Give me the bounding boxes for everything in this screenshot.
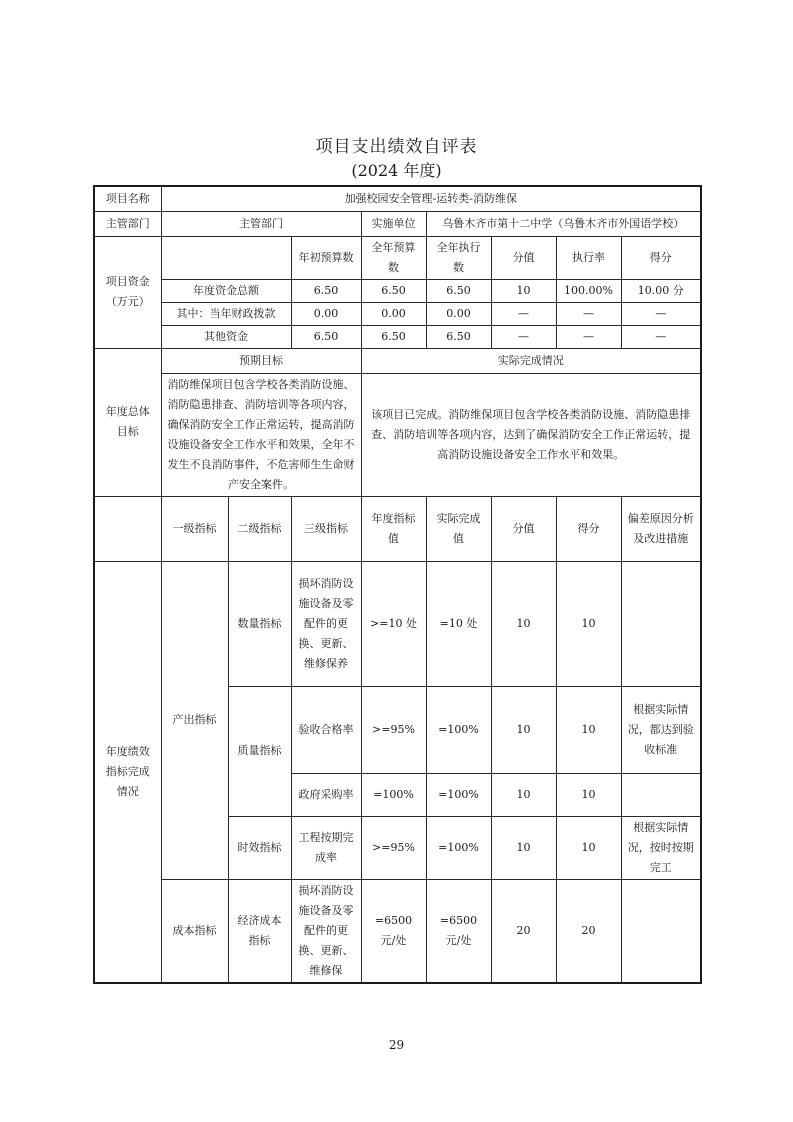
indicator-header: 得分 [556, 496, 621, 561]
funding-section-label: 项目资金（万元） [94, 236, 161, 348]
table-row [94, 302, 701, 325]
indicator-header: 一级指标 [161, 496, 228, 561]
score-value: 10 [556, 816, 621, 879]
actual-value: =100% [426, 686, 491, 773]
table-row [94, 496, 701, 561]
funding-cell: — [491, 302, 556, 325]
indicators-section-label: 年度绩效指标完成情况 [94, 561, 161, 983]
empty-cell [161, 236, 291, 279]
funding-cell: 10 [491, 279, 556, 302]
points-value: 10 [491, 686, 556, 773]
actual-completion-text: 该项目已完成。消防维保项目包含学校各类消防设施、消防隐患排查、消防培训等各项内容，达到了确保消防安全工作正常运转，提高消防设施设备安全工作水平和效果。 [361, 373, 701, 496]
funding-cell: — [621, 302, 701, 325]
funding-cell: 0.00 [426, 302, 491, 325]
level1-indicator: 产出指标 [161, 561, 228, 879]
funding-row-name: 年度资金总额 [161, 279, 291, 302]
funding-cell: 6.50 [361, 325, 426, 348]
document-subtitle: (2024 年度) [351, 161, 442, 180]
funding-cell: 6.50 [426, 325, 491, 348]
funding-cell: — [556, 325, 621, 348]
indicator-header: 偏差原因分析及改进措施 [621, 496, 701, 561]
level2-indicator: 时效指标 [228, 816, 291, 879]
level3-indicator: 损坏消防设施设备及零配件的更换、更新、维修保养 [291, 561, 361, 686]
funding-cell: 100.00% [556, 279, 621, 302]
level2-indicator: 经济成本指标 [228, 879, 291, 983]
project-name-value: 加强校园安全管理-运转类-消防维保 [161, 186, 701, 211]
expected-goal-text: 消防维保项目包含学校各类消防设施、消防隐患排查、消防培训等各项内容，确保消防安全工作正常运转，提高消防设施设备安全工作水平和效果，全年不发生不良消防事件，不危害师生生命财产安全案件。 [161, 373, 361, 496]
implementing-unit-label: 实施单位 [361, 211, 426, 236]
indicator-header: 三级指标 [291, 496, 361, 561]
table-row [94, 236, 701, 279]
level3-indicator: 工程按期完成率 [291, 816, 361, 879]
page-number: 29 [388, 1038, 405, 1052]
score-value: 10 [556, 561, 621, 686]
table-row [94, 561, 701, 686]
title-block [0, 135, 793, 182]
funding-header: 得分 [621, 236, 701, 279]
expected-goal-header: 预期目标 [161, 348, 361, 373]
funding-header: 全年预算数 [361, 236, 426, 279]
actual-value: =10 处 [426, 561, 491, 686]
table-row [94, 348, 701, 373]
funding-header: 执行率 [556, 236, 621, 279]
indicator-header: 年度指标值 [361, 496, 426, 561]
indicator-header: 分值 [491, 496, 556, 561]
funding-cell: 0.00 [291, 302, 361, 325]
level1-indicator: 成本指标 [161, 879, 228, 983]
points-value: 10 [491, 561, 556, 686]
level2-indicator: 数量指标 [228, 561, 291, 686]
funding-cell: 0.00 [361, 302, 426, 325]
actual-value: =100% [426, 816, 491, 879]
actual-value: =6500 元/处 [426, 879, 491, 983]
target-value: =100% [361, 773, 426, 816]
points-value: 10 [491, 773, 556, 816]
table-row [94, 879, 701, 983]
level3-indicator: 政府采购率 [291, 773, 361, 816]
deviation-cell: 根据实际情况，都达到验收标准 [621, 686, 701, 773]
table-row [94, 325, 701, 348]
table-row [94, 373, 701, 496]
deviation-cell [621, 879, 701, 983]
funding-cell: 6.50 [426, 279, 491, 302]
annual-goal-label: 年度总体目标 [94, 348, 161, 496]
funding-cell: 6.50 [291, 279, 361, 302]
table-row [94, 279, 701, 302]
actual-value: =100% [426, 773, 491, 816]
table-row [94, 186, 701, 211]
funding-row-name: 其他资金 [161, 325, 291, 348]
funding-cell: 6.50 [361, 279, 426, 302]
empty-cell [94, 496, 161, 561]
funding-header: 年初预算数 [291, 236, 361, 279]
indicator-header: 二级指标 [228, 496, 291, 561]
level3-indicator: 验收合格率 [291, 686, 361, 773]
score-value: 20 [556, 879, 621, 983]
funding-cell: 10.00 分 [621, 279, 701, 302]
level2-indicator: 质量指标 [228, 686, 291, 816]
funding-cell: 6.50 [291, 325, 361, 348]
target-value: >=95% [361, 686, 426, 773]
document-title: 项目支出绩效自评表 [315, 137, 478, 157]
competent-dept-value: 主管部门 [161, 211, 361, 236]
deviation-cell: 根据实际情况，按时按期完工 [621, 816, 701, 879]
deviation-cell [621, 773, 701, 816]
target-value: >=10 处 [361, 561, 426, 686]
score-value: 10 [556, 686, 621, 773]
implementing-unit-value: 乌鲁木齐市第十二中学（乌鲁木齐市外国语学校） [426, 211, 701, 236]
funding-row-name: 其中：当年财政拨款 [161, 302, 291, 325]
funding-cell: — [556, 302, 621, 325]
target-value: =6500 元/处 [361, 879, 426, 983]
funding-header: 分值 [491, 236, 556, 279]
points-value: 20 [491, 879, 556, 983]
self-evaluation-table [93, 185, 702, 984]
points-value: 10 [491, 816, 556, 879]
funding-header: 全年执行数 [426, 236, 491, 279]
table-row [94, 211, 701, 236]
score-value: 10 [556, 773, 621, 816]
level3-indicator: 损坏消防设施设备及零配件的更换、更新、维修保 [291, 879, 361, 983]
project-name-label: 项目名称 [94, 186, 161, 211]
target-value: >=95% [361, 816, 426, 879]
funding-cell: — [491, 325, 556, 348]
actual-completion-header: 实际完成情况 [361, 348, 701, 373]
deviation-cell [621, 561, 701, 686]
funding-cell: — [621, 325, 701, 348]
indicator-header: 实际完成值 [426, 496, 491, 561]
competent-dept-label: 主管部门 [94, 211, 161, 236]
